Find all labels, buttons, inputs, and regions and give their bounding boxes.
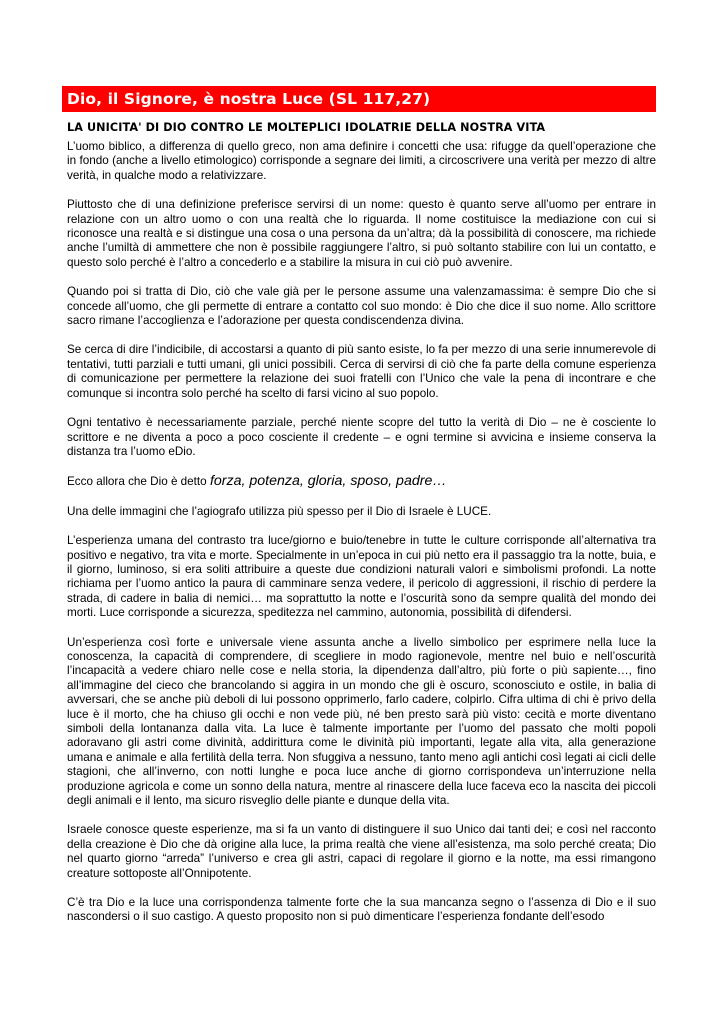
title-bar	[62, 86, 656, 112]
paragraph-7: L’esperienza umana del contrasto tra luce/giorno e buio/tenebre in tutte le culture corrisponde all’alternativa tra positivo e negativo, tra vita e morte. Specialmente in un’epoca in cui più netto era il passaggio tra la notte, buia, e il giorno, luminoso, si era soliti attribuire a queste due condizioni naturali valori e simbolismi profondi. La notte richiama per l’uomo antico la paura di camminare senza vedere, il pericolo di aggressioni, il rischio di perdere la strada, di cadere in balia di nemici… ma soprattutto la notte e l’oscurità sono da sempre qualità del mondo dei morti. Luce corrisponde a sicurezza, speditezza nel cammino, autonomia, possibilità di difendersi.	[67, 534, 656, 620]
paragraph-9: Israele conosce queste esperienze, ma si fa un vanto di distinguere il suo Unico dai tanti dei; e così nel racconto della creazione è Dio che dà origine alla luce, la prima realtà che viene all’esistenza, ma solo perché creata; Dio nel quarto giorno “arreda” l’universo e crea gli astri, capaci di regolare il giorno e la notte, ma essi rimangono creature sottoposte all’Onnipotente.	[67, 823, 656, 880]
paragraph-ecco	[67, 474, 656, 489]
paragraph-2: Piuttosto che di una definizione preferisce servirsi di un nome: questo è quanto serve all’uomo per entrare in relazione con un altro uomo o con una realtà che lo riguarda. Il nome costituisce la mediazione con cui si riconosce una realtà e si distingue una cosa o una persona da un’altra; dà la possibilità di conoscere, ma richiede anche l’umiltà di ammettere che non è possibile raggiungere l’altro, si può soltanto stabilire con lui un contatto, e questo solo perché è l’altro a concederlo e a stabilire la misura in cui ciò può avvenire.	[67, 198, 656, 269]
paragraph-8: Un’esperienza così forte e universale viene assunta anche a livello simbolico per esprimere nella luce la conoscenza, la capacità di comprendere, di scegliere in modo ragionevole, mentre nel buio e nell’oscurità l’incapacità a vedere chiaro nelle cose e nella storia, la dipendenza dall’altro, più forte o più sapiente…, fino all’immagine del cieco che brancolando si aggira in un mondo che gli è oscuro, sconosciuto e ostile, in balia di avversari, che se anche più deboli di lui possono opprimerlo, farlo cadere, colpirlo. Cifra ultima di chi è privo della luce è il morto, che ha chiuso gli occhi e non vede più, né ben presto sarà più visto: cecità e morte diventano simboli della lontananza dalla vita. La luce è talmente importante per l’uomo del passato che molti popoli adoravano gli astri come divinità, addirittura come le divinità più importanti, legate alla vita, alla generazione umana e animale e alla fertilità della terra. Non sfuggiva a nessuno, tanto meno agli antichi così legati ai cicli delle stagioni, che all’inverno, con notti lunghe e poca luce anche di giorno corrispondeva un’interruzione nella produzione agricola e come un sonno della natura, mentre al rinascere della luce faceva eco la nascita dei piccoli degli animali e il lento, ma sicuro risveglio delle piante e dunque della vita.	[67, 635, 656, 808]
paragraph-1: L’uomo biblico, a differenza di quello greco, non ama definire i concetti che usa: rifugge da quell’operazione che in fondo (anche a livello etimologico) corrisponde a segnare dei limiti, a circoscrivere una verità per mezzo di altre verità, in qualche modo a relativizzare.	[67, 140, 656, 182]
document-page	[62, 86, 656, 925]
ecco-italic-text: forza, potenza, gloria, sposo, padre…	[209, 473, 447, 490]
section-subtitle: LA UNICITA' DI DIO CONTRO LE MOLTEPLICI IDOLATRIE DELLA NOSTRA VITA	[67, 121, 546, 134]
ecco-lead-text: Ecco allora che Dio è detto	[67, 475, 210, 489]
paragraph-5: Ogni tentativo è necessariamente parziale, perché niente scopre del tutto la verità di Dio – ne è cosciente lo scrittore e ne diventa a poco a poco cosciente il credente – e ogni termine si avvicina e insieme conserva la distanza tra l’uomo eDio.	[67, 416, 656, 458]
paragraph-6: Una delle immagini che l’agiografo utilizza più spesso per il Dio di Israele è LUCE.	[67, 504, 492, 518]
paragraph-10: C’è tra Dio e la luce una corrispondenza talmente forte che la sua mancanza segno o l’assenza di Dio e il suo nascondersi o il suo castigo. A questo proposito non si può dimenticare l’esperienza fondante dell’esodo	[67, 896, 656, 924]
paragraph-3: Quando poi si tratta di Dio, ciò che vale già per le persone assume una valenzamassima: è sempre Dio che si concede all’uomo, che gli permette di entrare a contatto col suo mondo: è Dio che dice il suo nome. Allo scrittore sacro rimane l’accoglienza e l’adorazione per questa condiscendenza divina.	[67, 285, 656, 328]
page-title: Dio, il Signore, è nostra Luce (SL 117,27)	[67, 90, 431, 108]
paragraph-4: Se cerca di dire l’indicibile, di accostarsi a quanto di più santo esiste, lo fa per mezzo di una serie innumerevole di tentativi, tutti parziali e tutti umani, gli unici possibili. Cerca di servirsi di ciò che fa parte della comune esperienza di comunicazione per permettere la relazione dei suoi fratelli con l’Unico che vale la pena di incontrare e che comunque si incontra solo perché ha scelto di farsi vicino al suo popolo.	[67, 343, 656, 400]
